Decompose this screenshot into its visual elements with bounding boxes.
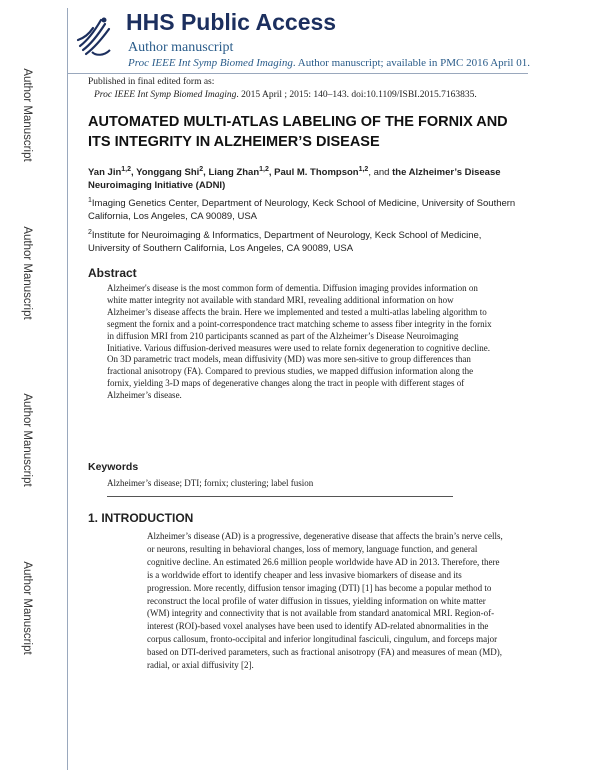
margin-label-4: Author Manuscript — [21, 561, 33, 655]
margin-label-2: Author Manuscript — [21, 226, 33, 320]
margin-label-1: Author Manuscript — [21, 68, 33, 162]
keywords-heading: Keywords — [88, 461, 139, 473]
published-citation: Proc IEEE Int Symp Biomed Imaging. 2015 April ; 2015: 140–143. doi:10.1109/ISBI.2015.7163835. — [94, 90, 477, 100]
keywords-rule — [107, 496, 453, 497]
header-rule — [68, 73, 528, 74]
author-name: Yonggang Shi — [136, 167, 200, 179]
consortium-name: the Alzheimer’s Disease Neuroimaging Initiative (ADNI) — [88, 167, 501, 192]
published-label: Published in final edited form as: — [88, 77, 215, 87]
paper-title: AUTOMATED MULTI-ATLAS LABELING OF THE FORNIX AND ITS INTEGRITY IN ALZHEIMER’S DISEASE — [88, 114, 508, 150]
hhs-public-access-title: HHS Public Access — [126, 9, 337, 35]
author-name: Yan Jin — [88, 167, 122, 179]
hhs-eagle-logo-icon — [74, 12, 114, 60]
author-list: Yan Jin$^{1,2}$, Yonggang Shi$^2$, Liang Zhan$^{1,2}$, Paul M. Thompson$^{1,2}$, and the Alzheimer’s Disease Neuroimaging Initiative (ADNI) — [88, 166, 501, 192]
keywords-text: Alzheimer’s disease; DTI; fornix; clustering; label fusion — [107, 478, 314, 488]
author-name: Paul M. Thompson — [274, 167, 359, 179]
affiliation-2: $^2$Institute for Neuroimaging & Informatics, Department of Neurology, Keck School of Medicine, University of Southern California, Los Angeles, CA 90089, USA — [88, 229, 482, 255]
header-citation: Proc IEEE Int Symp Biomed Imaging. Author manuscript; available in PMC 2016 April 01. — [128, 57, 530, 69]
author-manuscript-subtitle: Author manuscript — [128, 40, 234, 55]
introduction-heading: 1. INTRODUCTION — [88, 511, 194, 525]
abstract-text: Alzheimer's disease is the most common form of dementia. Diffusion imaging provides information on white matter integrity not available with standard MRI, revealing additional information on how Alzheimer’s disease affects the brain. Here we implemented and tested a multi-atlas labeling algorithm to segment the fornix and a point-correspondence tract matching scheme to assess fiber integrity in the fornix in diffusion MRI from 210 participants scanned as part of the Alzheimer’s Disease Neuroimaging Initiative. Various diffusion-derived measures were used to relate fornix degeneration to cognitive decline. On 3D parametric tract models, mean diffusivity (MD) was more sen-sitive to group differences than fractional anisotropy (FA). Compared to previous studies, we mapped diffusion information along the fornix, yielding 3-D maps of degenerative changes along the tract in people with different stages of Alzheimer’s disease. — [107, 283, 492, 401]
margin-divider — [67, 8, 68, 770]
author-name: Liang Zhan — [208, 167, 260, 179]
affiliation-1: $^1$Imaging Genetics Center, Department of Neurology, Keck School of Medicine, University of Southern California, Los Angeles, CA 90089, USA — [88, 197, 516, 223]
margin-label-3: Author Manuscript — [21, 393, 33, 487]
introduction-text: Alzheimer’s disease (AD) is a progressive, degenerative disease that affects the brain’s nerve cells, or neurons, resulting in behavioral changes, loss of memory, language function, and general cognitive decline. An estimated 26.6 million people worldwide have AD in 2013. Therefore, there is a worldwide effort to identify cheaper and less invasive biomarkers of disease and its progression. More recently, diffusion tensor imaging (DTI) [1] has become a popular method to reconstruct the local profile of water diffusion in tissues, yielding information on white matter (WM) integrity and connectivity that is not available from standard anatomical MRI. Region-of-interest (ROI)-based voxel analyses have been used to identify AD-related abnormalities in the corpus callosum, fronto-occipital and inferior longitudinal fasciculi, cingulum, and forceps major based on DTI-derived parameters, such as fractional anisotropy (FA) and measures of mean (MD), radial, or axial diffusivity [2]. — [147, 531, 503, 671]
abstract-heading: Abstract — [88, 266, 137, 280]
